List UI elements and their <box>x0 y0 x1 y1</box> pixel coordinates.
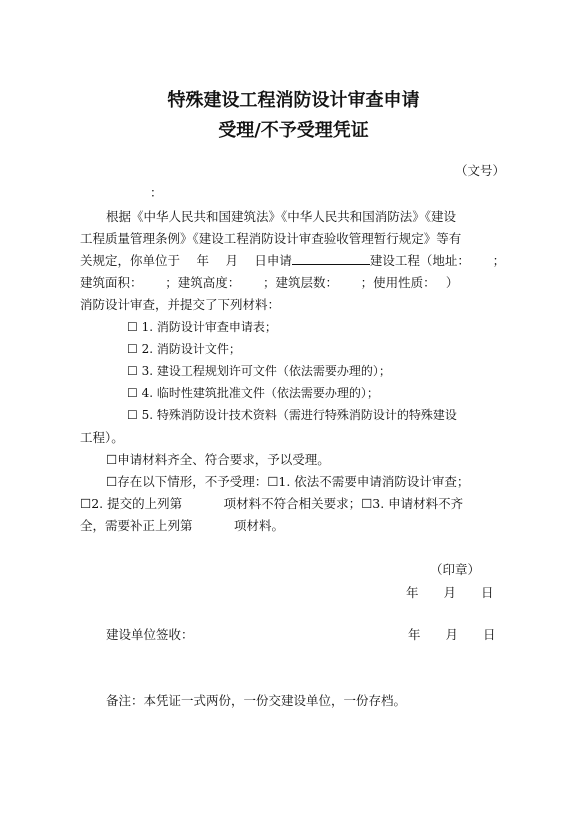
document-title-line1: 特殊建设工程消防设计审查申请 <box>167 90 420 111</box>
material-item-2: ☐ 2. 消防设计文件； <box>127 342 241 356</box>
document-number: （文号） <box>455 163 506 178</box>
paragraph-line-5: 消防设计审查，并提交了下列材料： <box>80 297 281 312</box>
receipt-date: 年 月 日 <box>408 627 496 642</box>
issue-date: 年 月 日 <box>406 585 494 600</box>
material-item-4: ☐ 4. 临时性建筑批准文件（依法需要办理的）； <box>127 386 379 400</box>
remark-note: 备注：本凭证一式两份，一份交建设单位，一份存档。 <box>106 693 407 708</box>
receipt-signature-label: 建设单位签收： <box>106 627 194 642</box>
material-item-5-continued: 工程）。 <box>80 430 124 445</box>
paragraph-line-4: 建筑面积： ；建筑高度： ；建筑层数： ；使用性质： ） <box>80 275 459 290</box>
reject-option-line-3: 全，需要补正上列第 项材料。 <box>80 518 284 533</box>
paragraph-line-3-end: 建设工程（地址： ； <box>369 253 506 268</box>
seal-label: （印章） <box>430 562 481 577</box>
material-item-5: ☐ 5. 特殊消防设计技术资料（需进行特殊消防设计的特殊建设 <box>127 408 457 422</box>
paragraph-line-3-start: 关规定，你单位于 年 月 日申请 <box>80 253 292 268</box>
document-title-line2: 受理/不予受理凭证 <box>218 120 369 141</box>
recipient-line: ： <box>150 185 163 200</box>
material-item-1: ☐ 1. 消防设计审查申请表； <box>127 320 277 334</box>
material-item-3: ☐ 3. 建设工程规划许可文件（依法需要办理的）； <box>127 364 391 378</box>
paragraph-line-2: 工程质量管理条例》《建设工程消防设计审查验收管理暂行规定》等有 <box>80 231 462 246</box>
paragraph-line-1: 根据《中华人民共和国建筑法》《中华人民共和国消防法》《建设 <box>106 209 457 224</box>
paragraph-line-3 <box>80 251 505 269</box>
project-name-blank <box>292 254 370 265</box>
reject-option-line-1: ☐存在以下情形，不予受理：☐1. 依法不需要申请消防设计审查； <box>106 474 470 489</box>
accept-option: ☐申请材料齐全、符合要求，予以受理。 <box>106 452 330 467</box>
reject-option-line-2: ☐2. 提交的上列第 项材料不符合相关要求；☐3. 申请材料不齐 <box>80 496 464 511</box>
